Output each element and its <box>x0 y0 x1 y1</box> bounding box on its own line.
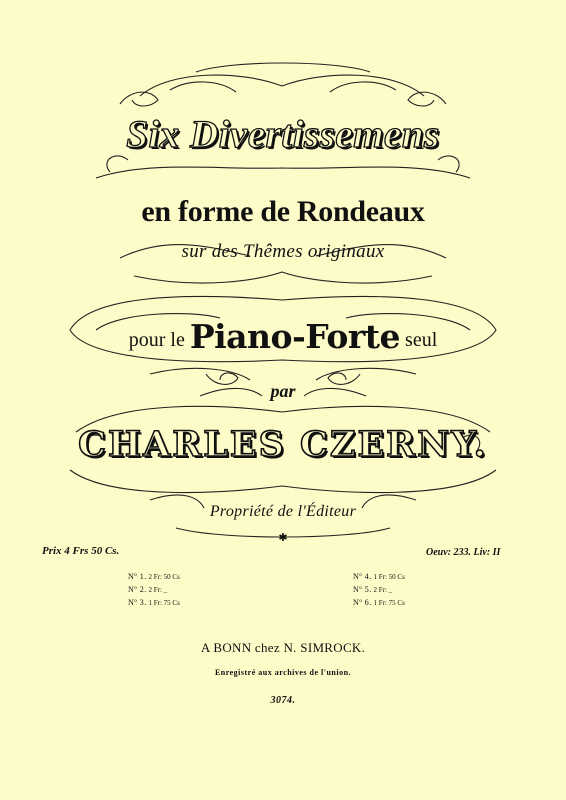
list-item: Nº 6. 1 Fr: 75 Cs <box>353 598 405 607</box>
instrument-suffix: seul <box>405 329 438 351</box>
list-item: Nº 1. 2 Fr: 50 Cs <box>128 572 180 581</box>
total-price: Prix 4 Frs 50 Cs. <box>42 545 120 557</box>
publisher-property-note: Propriété de l'Éditeur <box>209 503 357 520</box>
plate-number: 3074. <box>270 695 296 706</box>
work-title: Six Divertissemens <box>126 113 440 156</box>
list-item: Nº 3. 1 Fr: 75 Cs <box>128 598 180 607</box>
themes-line: sur des Thêmes originaux <box>181 241 385 262</box>
piece-price-list-left <box>128 573 180 612</box>
list-item: Nº 5. 2 Fr: _ <box>353 585 393 594</box>
piece-price-list-right <box>353 573 405 612</box>
instrument-name: Piano-Forte <box>189 317 401 356</box>
composer-name: CHARLES CZERNY. <box>78 424 488 465</box>
registration-note: Enregistré aux archives de l'union. <box>214 668 352 677</box>
by-label: par <box>270 381 296 401</box>
list-item: Nº 4. 1 Fr: 50 Cs <box>353 572 405 581</box>
instrument-prefix: pour le <box>128 329 185 351</box>
work-subtitle: en forme de Rondeaux <box>141 195 425 228</box>
instrument-line <box>0 317 566 356</box>
opus-number: Oeuv: 233. Liv: II <box>426 547 501 558</box>
list-item: Nº 2. 2 Fr: _ <box>128 585 168 594</box>
publisher-imprint: A BONN chez N. SIMROCK. <box>200 640 366 655</box>
asterisk-ornament: ✱ <box>278 532 288 544</box>
